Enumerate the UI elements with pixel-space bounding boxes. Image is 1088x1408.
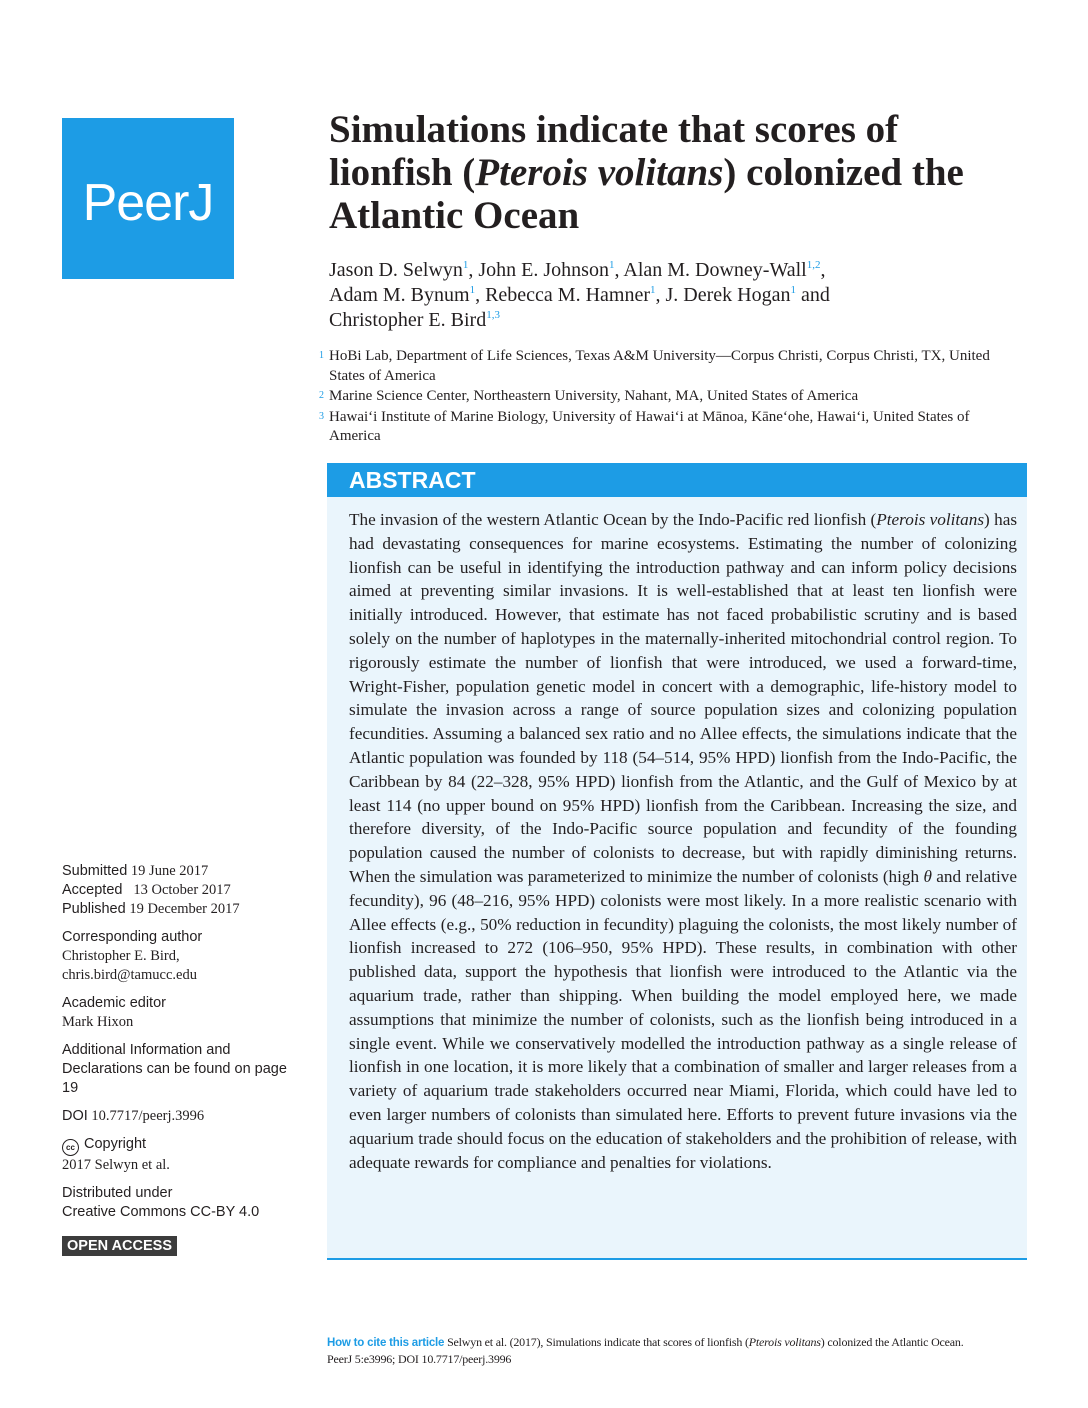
author-separator: , [468, 259, 479, 281]
doi-link[interactable]: 10.7717/peerj.3996 [91, 1108, 205, 1124]
abstract-species: Pterois volitans [876, 510, 985, 529]
article-title [329, 108, 1029, 237]
title-species: Pterois volitans [475, 151, 724, 194]
author-list [329, 258, 969, 333]
corresponding-author-block [62, 928, 292, 985]
open-access-badge: OPEN ACCESS [62, 1236, 177, 1256]
editor-name: Mark Hixon [62, 1014, 134, 1030]
license-link[interactable]: Creative Commons CC-BY 4.0 [62, 1204, 260, 1220]
affiliation-number: 3 [319, 410, 324, 422]
affiliation-text: Marine Science Center, Northeastern University, Nahant, MA, United States of America [329, 388, 859, 404]
abstract-text-start: The invasion of the western Atlantic Ocean by the Indo-Pacific red lionfish ( [349, 510, 877, 529]
logo-text: PeerJ [82, 173, 214, 232]
author-separator: , [820, 259, 826, 281]
affiliation-text: Hawaiʻi Institute of Marine Biology, University of Hawaiʻi at Mānoa, Kāneʻohe, Hawaiʻi, United States of America [329, 408, 970, 444]
author[interactable] [329, 284, 485, 306]
author-affiliation: 1,3 [486, 309, 500, 321]
author-separator: , [655, 284, 666, 306]
citation-label: How to cite this article [327, 1337, 445, 1349]
published-row [62, 900, 292, 919]
author[interactable] [478, 259, 623, 281]
author-name: Rebecca M. Hamner [485, 284, 650, 306]
citation-line-2: PeerJ 5:e3996; DOI 10.7717/peerj.3996 [327, 1352, 512, 1366]
citation-footer [327, 1334, 1047, 1367]
author-separator: , [614, 259, 624, 281]
copyright-label: Copyright [84, 1136, 147, 1152]
affiliation [316, 387, 1016, 407]
author-name: Adam M. Bynum [329, 284, 470, 306]
accepted-date: 13 October 2017 [133, 882, 231, 898]
affiliation [316, 408, 1016, 447]
author[interactable] [329, 309, 500, 331]
author-affiliation: 1 [469, 284, 476, 296]
copyright-block [62, 1135, 292, 1175]
author-affiliation: 1 [790, 284, 796, 296]
published-label: Published [62, 901, 126, 917]
doi-label: DOI [62, 1108, 88, 1124]
author-name: Alan M. Downey-Wall [623, 259, 807, 281]
citation-text-start: Selwyn et al. (2017), Simulations indicate that scores of lionfish ( [444, 1335, 749, 1349]
accepted-label: Accepted [62, 882, 123, 898]
peerj-logo [62, 118, 234, 279]
author-name: John E. Johnson [478, 259, 609, 281]
affiliation-number: 1 [319, 350, 324, 361]
distributed-label: Distributed under [62, 1185, 173, 1201]
author-separator: and [795, 284, 830, 306]
editor-label: Academic editor [62, 995, 166, 1011]
citation-line-1 [327, 1334, 1047, 1351]
author-affiliation: 1 [608, 259, 615, 271]
author-affiliation: 1,2 [806, 259, 821, 271]
submitted-date: 19 June 2017 [130, 863, 209, 879]
author-affiliation: 1 [462, 259, 469, 271]
license-block [62, 1184, 292, 1222]
abstract-theta: θ [923, 866, 932, 886]
corresponding-email[interactable]: chris.bird@tamucc.edu [62, 967, 197, 983]
author-affiliation: 1 [649, 284, 656, 296]
author[interactable] [329, 259, 478, 281]
title-part-1: Simulations indicate that scores of lionfish ( [329, 108, 899, 194]
affiliation-list [316, 347, 1016, 448]
corresponding-name: Christopher E. Bird, [62, 948, 180, 964]
abstract-text [349, 508, 1017, 1174]
citation-text-end: ) colonized the Atlantic Ocean. [820, 1335, 964, 1349]
title-part-2: ) colonized the Atlantic Ocean [329, 151, 964, 237]
submitted-row [62, 862, 292, 881]
citation-species: Pterois volitans [748, 1335, 821, 1349]
copyright-holder: 2017 Selwyn et al. [62, 1157, 170, 1173]
author[interactable] [623, 259, 825, 281]
abstract-text-middle: ) has had devastating consequences for marine ecosystems. Estimating the number of colonizing lionfish can be useful in identifying the introduction pathway and can inform policy decisions aimed at preventing similar invasions. It is well-established that at least ten lionfish were initially introduced. However, that estimate has not faced probabilistic scrutiny and is based solely on the number of haplotypes in the maternally-inherited mitochondrial control region. To rigorously estimate the number of lionfish that were introduced, we used a forward-time, Wright-Fisher, population genetic model in concert with a demographic, life-history model to simulate the invasion across a range of source population sizes and colonizing population fecundities. Assuming a balanced sex ratio and no Allee effects, the simulations indicate that the Atlantic population was founded by 118 (54–514, 95% HPD) lionfish from the Indo-Pacific, the Caribbean by 84 (22–328, 95% HPD) lionfish from the Atlantic, and the Gulf of Mexico by at least 114 (no upper bound on 95% HPD) lionfish from the Caribbean. Increasing the size, and therefore diversity, of the Indo-Pacific source population and fecundity of the founding population caused the number of colonists to decrease, but with rapidly diminishing returns. When the simulation was parameterized to minimize the number of colonists (high [349, 510, 1018, 886]
article-info-sidebar [62, 862, 292, 1256]
abstract-text-end: and relative fecundity), 96 (48–216, 95% HPD) colonists were most likely. In a more realistic scenario with Allee effects (e.g., 50% reduction in fecundity) plaguing the colonists, the most likely number of lionfish increased to 272 (106–950, 95% HPD). These results, in combination with other published data, support the hypothesis that lionfish were introduced to the Atlantic via the aquarium trade, rather than shipping. When building the model employed here, we made assumptions that minimize the number of colonists, such as the lionfish being introduced in a single event. While we conservatively modelled the introduction pathway as a single release of lionfish in one location, it is more likely that a combination of smaller and larger releases from a variety of aquarium trade stakeholders occurred near Miami, Florida, which could have led to even larger numbers of colonists than simulated here. Efforts to prevent future invasions via the aquarium trade should focus on the education of stakeholders and the prohibition of release, with adequate rewards for compliance and penalties for violations. [349, 866, 1017, 1172]
submitted-label: Submitted [62, 863, 128, 879]
additional-information-link[interactable]: Additional Information and Declarations can be found on page 19 [62, 1042, 287, 1096]
copyright-row [62, 1135, 292, 1156]
accepted-row [62, 881, 292, 900]
affiliation-number: 2 [319, 390, 324, 401]
creative-commons-icon: cc [62, 1139, 79, 1156]
author-name: Christopher E. Bird [329, 309, 487, 331]
abstract-box [327, 463, 1027, 1260]
author[interactable] [485, 284, 665, 306]
affiliation [316, 347, 1016, 386]
corresponding-label: Corresponding author [62, 929, 203, 945]
academic-editor-block [62, 994, 292, 1032]
published-date: 19 December 2017 [129, 901, 240, 917]
author-name: J. Derek Hogan [665, 284, 791, 306]
author-name: Jason D. Selwyn [329, 259, 463, 281]
affiliation-text: HoBi Lab, Department of Life Sciences, Texas A&M University—Corpus Christi, Corpus Christi, TX, United States of America [329, 348, 990, 384]
doi-row [62, 1107, 292, 1126]
author[interactable] [665, 284, 829, 306]
author-separator: , [475, 284, 486, 306]
abstract-heading: ABSTRACT [327, 463, 1027, 497]
